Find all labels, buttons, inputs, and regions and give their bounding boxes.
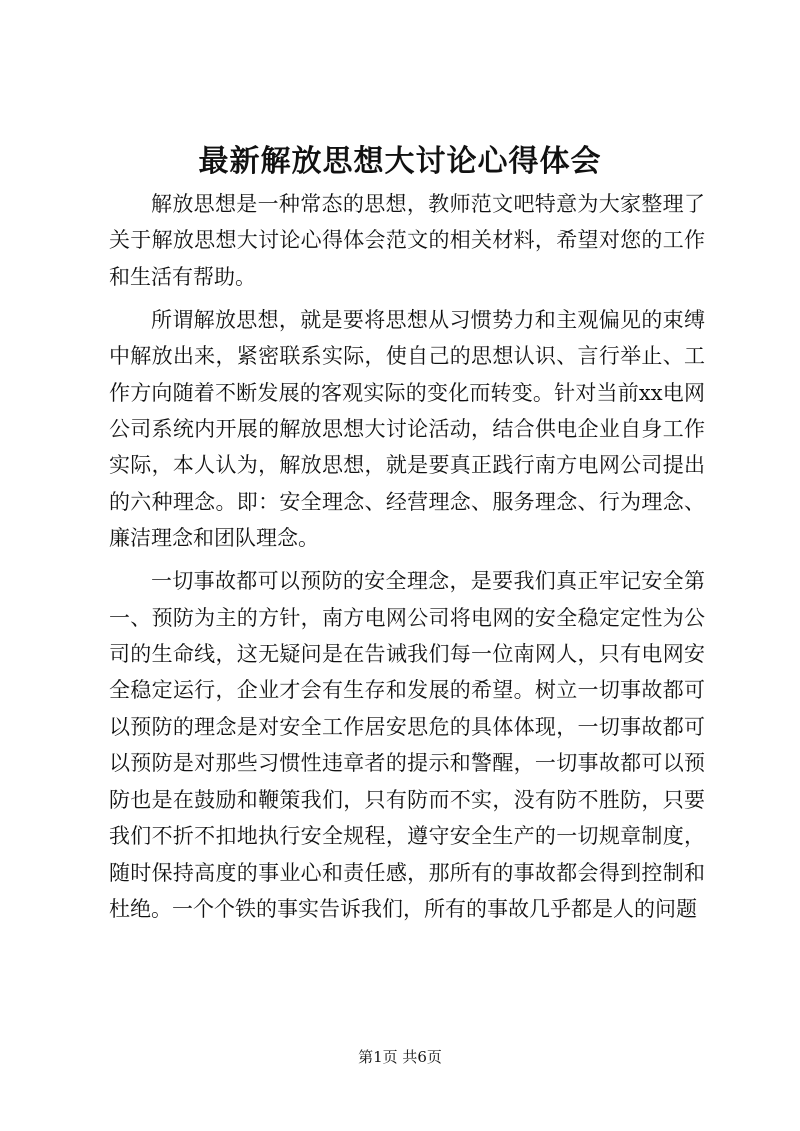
paragraph-definition: 所谓解放思想，就是要将思想从习惯势力和主观偏见的束缚中解放出来，紧密联系实际，使自己的思想认识、言行举止、工作方向随着不断发展的客观实际的变化而转变。针对当前xx电网公司系统内开展的解放思想大讨论活动，结合供电企业自身工作实际，本人认为，解放思想，就是要真正践行南方电网公司提出的六种理念。即：安全理念、经营理念、服务理念、行为理念、廉洁理念和团队理念。 — [109, 307, 705, 551]
page-number: 第1页 共6页 — [358, 1048, 442, 1066]
document-title: 最新解放思想大讨论心得体会 — [198, 144, 602, 179]
document-body — [109, 186, 705, 934]
paragraph-safety: 一切事故都可以预防的安全理念，是要我们真正牢记安全第一、预防为主的方针，南方电网公司将电网的安全稳定定性为公司的生命线，这无疑问是在告诫我们每一位南网人，只有电网安全稳定运行，企业才会有生存和发展的希望。树立一切事故都可以预防的理念是对安全工作居安思危的具体体现，一切事故都可以预防是对那些习惯性违章者的提示和警醒，一切事故都可以预防也是在鼓励和鞭策我们，只有防而不实，没有防不胜防，只要我们不折不扣地执行安全规程，遵守安全生产的一切规章制度，随时保持高度的事业心和责任感，那所有的事故都会得到控制和杜绝。一个个铁的事实告诉我们，所有的事故几乎都是人的问题 — [109, 569, 705, 921]
paragraph-intro: 解放思想是一种常态的思想，教师范文吧特意为大家整理了关于解放思想大讨论心得体会范文的相关材料，希望对您的工作和生活有帮助。 — [109, 192, 705, 289]
